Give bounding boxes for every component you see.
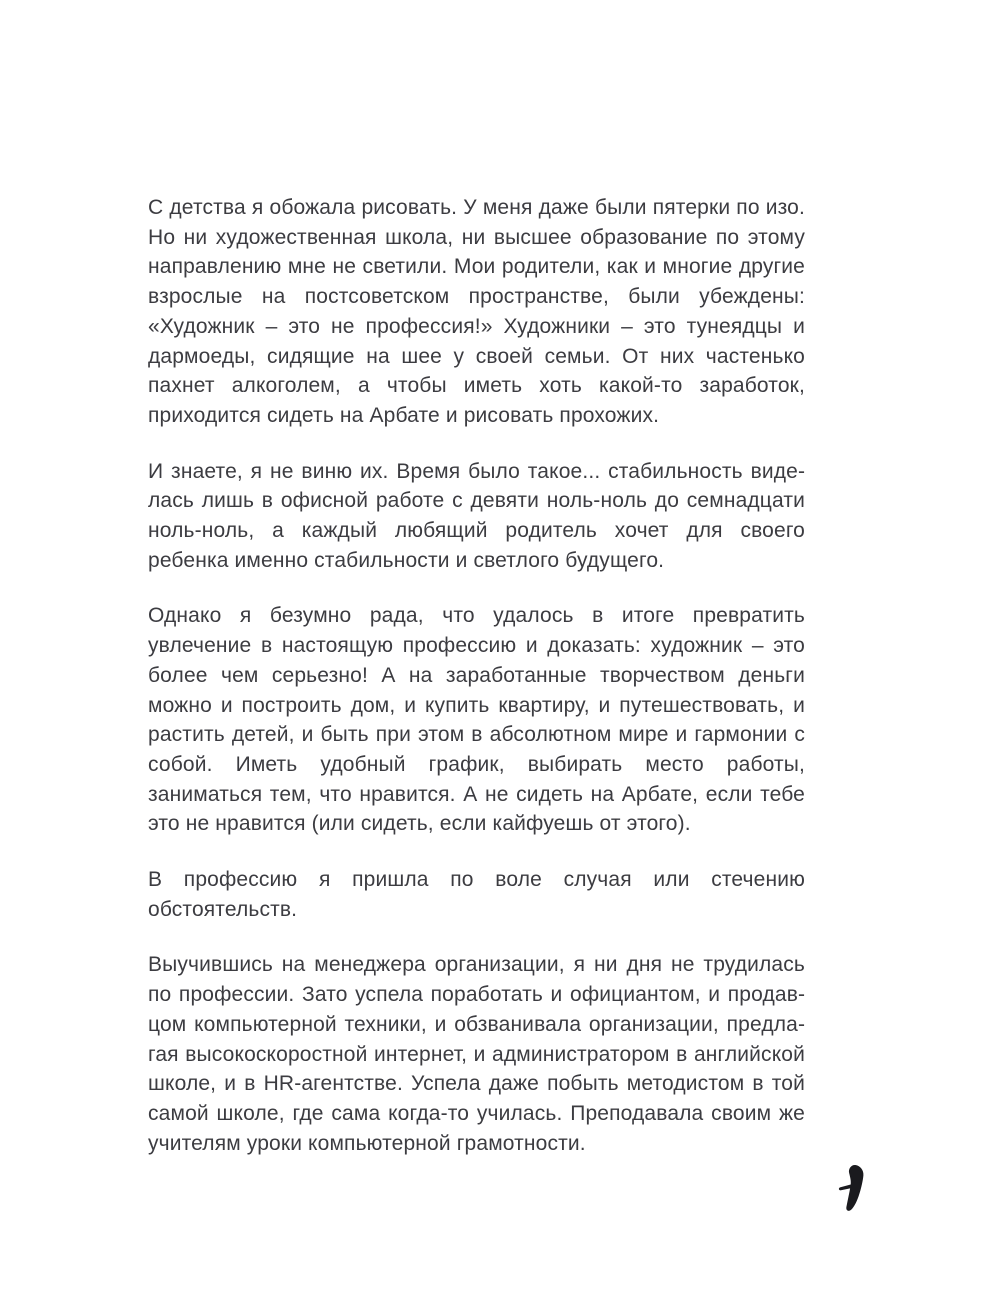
paragraph: И знаете, я не виню их. Время было такое... стабильность виделась лишь в офисной работе с девяти ноль-ноль до семнадцати ноль-ноль, а каждый любящий родитель хочет для своего ребенка именно стабильности и светлого будущего. [148,459,805,572]
paragraph: С детства я обожала рисовать. У меня даже были пятерки по изо. Но ни художественная школа, ни высшее образование по этому направлению мне не светили. Мои родители, как и многие другие взрослые на постсоветском пространстве, были убеждены: «Художник – это не профессия!» Художники – это тунеядцы и дармоеды, сидящие на шее у своей семьи. От них частенько пахнет алкоголем, а чтобы иметь хоть какой-то заработок, приходится сидеть на Арбате и рисовать прохожих. [148,196,805,427]
paragraph: Однако я безумно рада, что удалось в итоге превратить увлечение в настоящую профессию и доказать: художник – это более чем серьезно! А на заработанные творчеством деньги можно и построить дом, и купить квартиру, и путешествовать, и растить детей, и быть при этом в абсолютном мире и гармонии с собой. Иметь удобный график, выбирать место работы, заниматься тем, что нравится. А не сидеть на Арбате, если тебе это не нравится (или сидеть, если кайфуешь от этого). [148,604,805,836]
body-text [148,193,805,1158]
paragraph: Выучившись на менеджера организации, я ни дня не трудилась по профессии. Зато успела поработать и официантом, и продавцом компьютерной техники, и обзванивала организации, предлагая высокоскоростной интернет, и администратором в английской школе, и в HR-агентстве. Успела даже побыть методистом в той самой школе, где сама когда-то училась. Преподавала своим же учителям уроки компьютерной грамотности. [148,953,805,1155]
paragraph: В профессию я пришла по воле случая или стечению обстоятельств. [148,868,805,921]
page-number-glyph [836,1163,866,1212]
